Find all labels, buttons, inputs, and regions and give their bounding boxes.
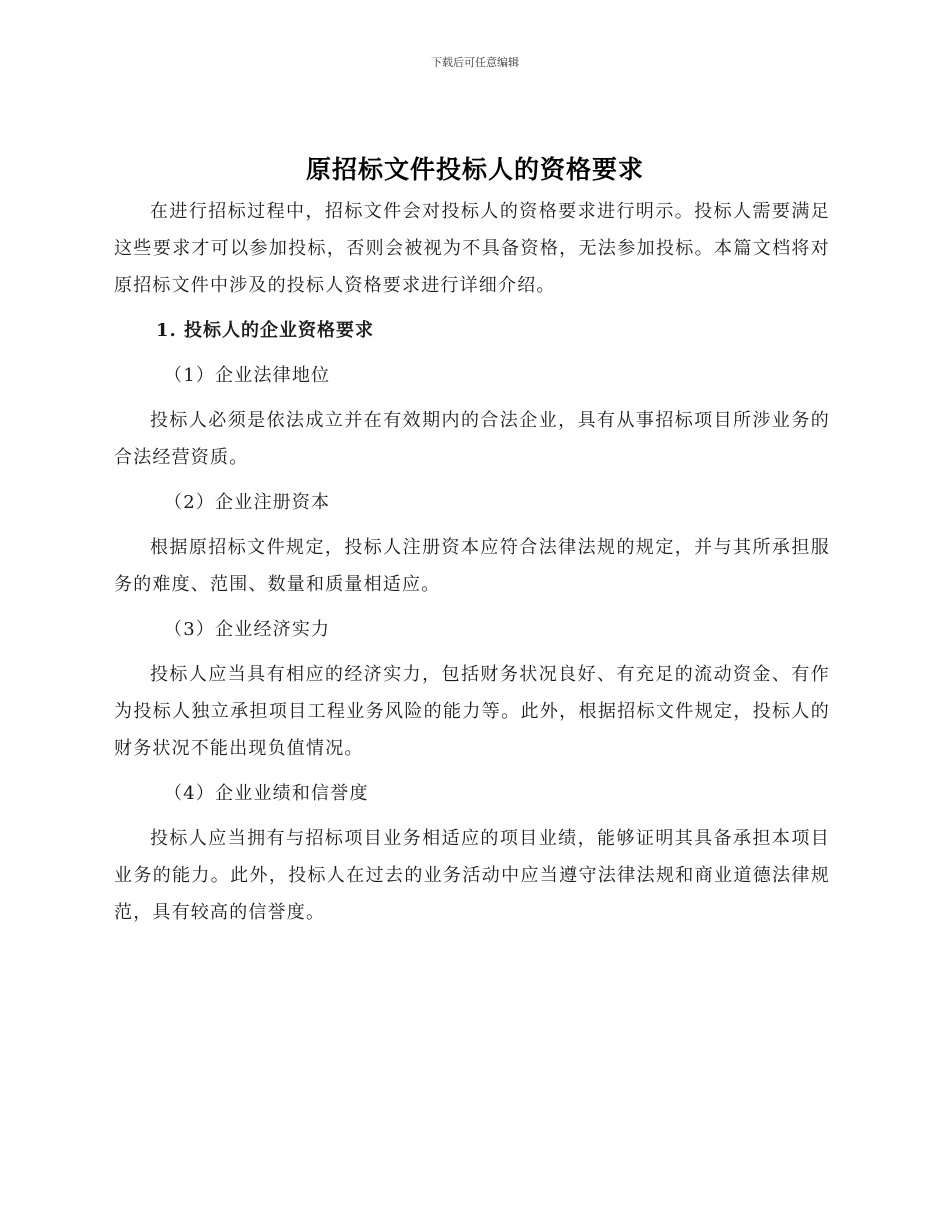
sub-heading-performance-reputation: （4）企业业绩和信誉度 — [164, 783, 369, 804]
sub-heading-registered-capital: （2）企业注册资本 — [164, 492, 331, 513]
intro-paragraph: 在进行招标过程中，招标文件会对投标人的资格要求进行明示。投标人需要满足这些要求才可以参加投标，否则会被视为不具备资格，无法参加投标。本篇文档将对原招标文件中涉及的投标人资格要求进行详细介绍。 — [114, 201, 830, 296]
paragraph-registered-capital: 根据原招标文件规定，投标人注册资本应符合法律法规的规定，并与其所承担服务的难度、范围、数量和质量相适应。 — [114, 537, 830, 595]
document-title: 原招标文件投标人的资格要求 — [305, 155, 644, 184]
document-body — [114, 193, 830, 931]
section-heading-1: 1. 投标人的企业资格要求 — [156, 320, 375, 341]
header-note: 下载后可任意编辑 — [431, 56, 519, 69]
sub-heading-economic-strength: （3）企业经济实力 — [164, 619, 331, 640]
paragraph-legal-status: 投标人必须是依法成立并在有效期内的合法企业，具有从事招标项目所涉业务的合法经营资质。 — [114, 410, 830, 468]
paragraph-performance-reputation: 投标人应当拥有与招标项目业务相适应的项目业绩，能够证明其具备承担本项目业务的能力。此外，投标人在过去的业务活动中应当遵守法律法规和商业道德法律规范，具有较高的信誉度。 — [114, 828, 830, 923]
sub-heading-legal-status: （1）企业法律地位 — [164, 365, 331, 386]
paragraph-economic-strength: 投标人应当具有相应的经济实力，包括财务状况良好、有充足的流动资金、有作为投标人独立承担项目工程业务风险的能力等。此外，根据招标文件规定，投标人的财务状况不能出现负值情况。 — [114, 664, 830, 759]
